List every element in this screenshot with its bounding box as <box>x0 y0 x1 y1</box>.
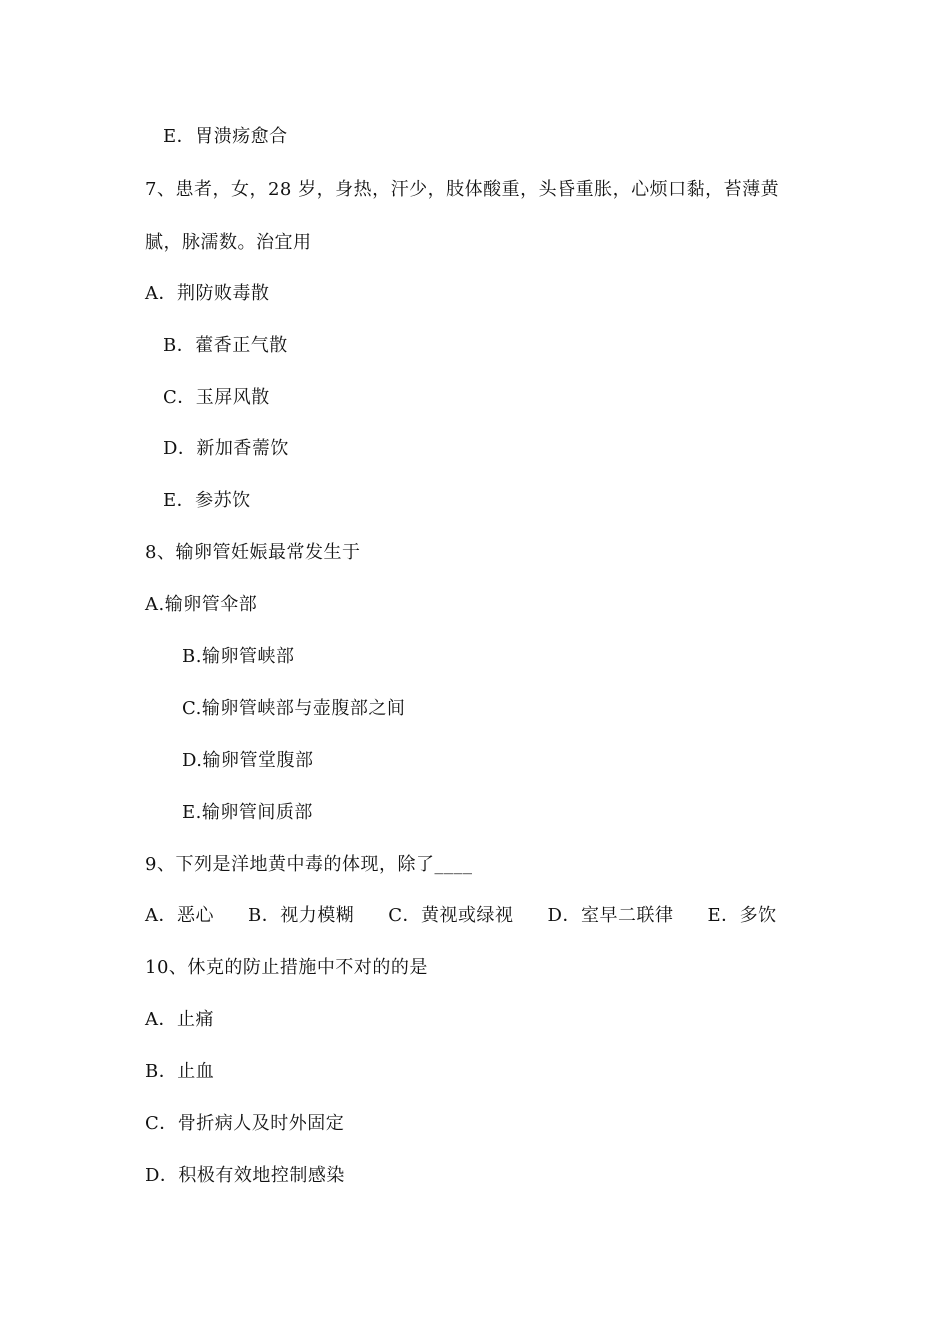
q9-option-e: E．多饮 <box>707 905 777 926</box>
q6-option-e: E．胃溃疡愈合 <box>163 126 288 147</box>
q10-option-b: B．止血 <box>145 1061 215 1082</box>
q9-stem: 9、下列是洋地黄中毒的体现，除了____ <box>145 854 473 875</box>
q10-option-c: C．骨折病人及时外固定 <box>145 1113 345 1134</box>
q7-option-e: E．参苏饮 <box>163 490 251 511</box>
q9-options-row <box>145 904 777 928</box>
q8-option-a: A.输卵管伞部 <box>145 594 258 615</box>
q7-option-a: A．荆防败毒散 <box>145 283 270 304</box>
q9-option-c: C．黄视或绿视 <box>388 905 514 926</box>
q8-option-b: B.输卵管峡部 <box>182 646 295 667</box>
q7-option-d: D．新加香薷饮 <box>163 438 289 459</box>
q9-option-d: D．室早二联律 <box>547 905 674 926</box>
q10-option-d: D．积极有效地控制感染 <box>145 1165 345 1186</box>
q8-option-e: E.输卵管间质部 <box>182 802 313 823</box>
q8-option-d: D.输卵管堂腹部 <box>182 750 314 771</box>
q7-stem-line-1: 7、患者，女，28 岁，身热，汗少，肢体酸重，头昏重胀，心烦口黏，苔薄黄 <box>145 179 780 200</box>
q7-option-b: B．藿香正气散 <box>163 335 288 356</box>
q9-option-a: A．恶心 <box>145 905 214 926</box>
q10-option-a: A．止痛 <box>145 1009 214 1030</box>
q7-stem-line-2: 腻，脉濡数。治宜用 <box>145 232 312 253</box>
q10-stem: 10、休克的防止措施中不对的的是 <box>145 957 428 978</box>
q9-option-b: B．视力模糊 <box>248 905 355 926</box>
q7-option-c: C．玉屏风散 <box>163 387 270 408</box>
q8-option-c: C.输卵管峡部与壶腹部之间 <box>182 698 406 719</box>
q8-stem: 8、输卵管妊娠最常发生于 <box>145 542 361 563</box>
